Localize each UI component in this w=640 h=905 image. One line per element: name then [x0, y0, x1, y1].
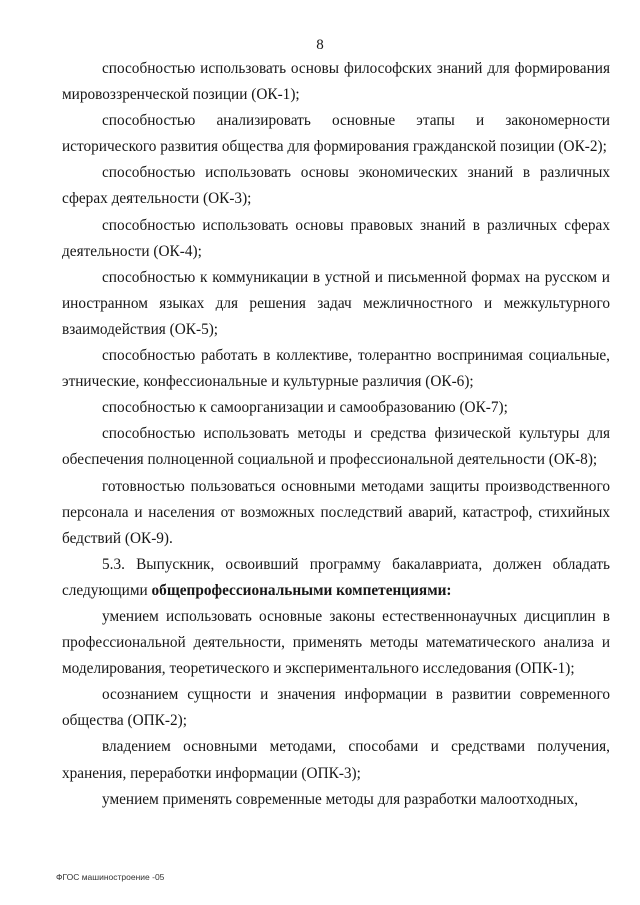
page-number: 8: [316, 37, 324, 53]
paragraph-ok-2: способностью анализировать основные этапы и закономерности исторического развития общества для формирования гражданской позиции (ОК-2);: [62, 112, 610, 156]
paragraph-ok-1: способностью использовать основы философских знаний для формирования мировоззренческой позиции (ОК-1);: [62, 60, 610, 104]
paragraph-opk-1: умением использовать основные законы естественнонаучных дисциплин в профессиональной деятельности, применять методы математического анализа и моделирования, теоретического и экспериментального исследования (ОПК-1);: [62, 607, 610, 678]
paragraph-opk-4-partial: умением применять современные методы для разработки малоотходных,: [102, 790, 579, 808]
paragraph-ok-5: способностью к коммуникации в устной и письменной формах на русском и иностранном языках для решения задач межличностного и межкультурного взаимодействия (ОК-5);: [62, 268, 610, 338]
footer-note: ФГОС машиностроение -05: [56, 872, 165, 882]
paragraph-ok-8: способностью использовать методы и средства физической культуры для обеспечения полноценной социальной и профессиональной деятельности (ОК-8);: [62, 425, 610, 469]
section-5-3-text: 5.3. Выпускник, освоивший программу бакалавриата, должен обладать следующими: [62, 555, 610, 599]
paragraph-opk-2: осознанием сущности и значения информации в развитии современного общества (ОПК-2);: [62, 686, 610, 730]
paragraph-ok-9: готовностью пользоваться основными методами защиты производственного персонала и населения от возможных последствий аварий, катастроф, стихийных бедствий (ОК-9).: [62, 477, 610, 547]
section-5-3-bold-term: общепрофессиональными компетенциями:: [151, 581, 452, 599]
paragraph-opk-3: владением основными методами, способами и средствами получения, хранения, переработки информации (ОПК-3);: [62, 738, 610, 782]
document-body: [62, 56, 610, 813]
paragraph-ok-7: способностью к самоорганизации и самообразованию (ОК-7);: [102, 399, 508, 417]
paragraph-ok-6: способностью работать в коллективе, толерантно воспринимая социальные, этнические, конфессиональные и культурные различия (ОК-6);: [62, 347, 610, 391]
paragraph-ok-4: способностью использовать основы правовых знаний в различных сферах деятельности (ОК-4);: [62, 216, 610, 260]
paragraph-ok-3: способностью использовать основы экономических знаний в различных сферах деятельности (ОК-3);: [62, 164, 610, 208]
section-5-3-intro: [62, 552, 610, 604]
